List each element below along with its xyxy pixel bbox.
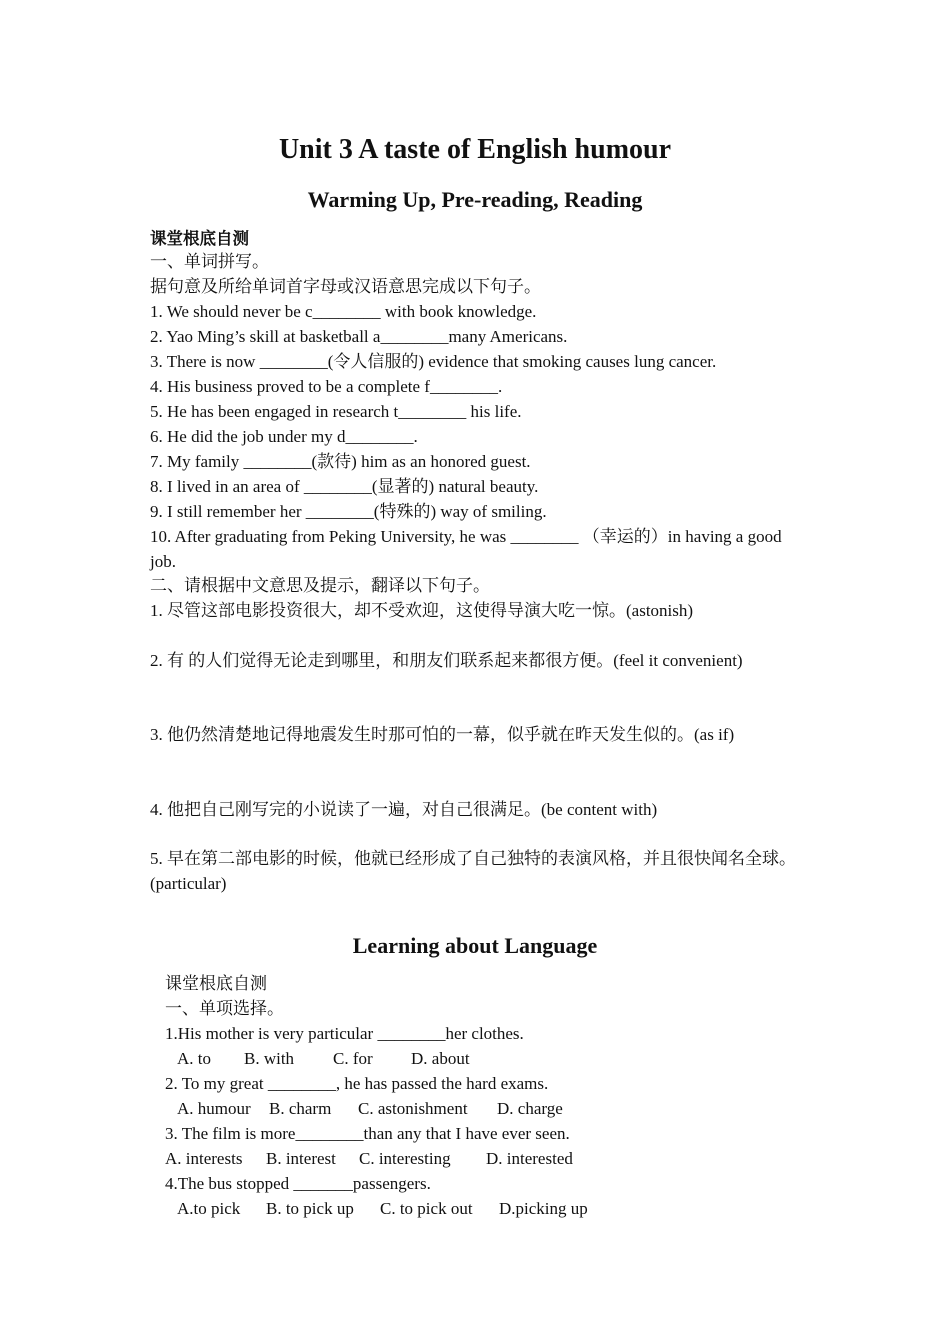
instruction-text: 据句意及所给单词首字母或汉语意思完成以下句子。 [150, 277, 541, 296]
translation-item: 3. 他仍然清楚地记得地震发生时那可怕的一幕，似乎就在昨天发生似的。(as if) [150, 725, 735, 744]
option: D. charge [497, 1099, 563, 1118]
self-test-label: 课堂根底自测 [165, 974, 267, 993]
question-text: 2. To my great ________, he has passed the hard exams. [165, 1074, 549, 1093]
option-row [165, 1146, 825, 1171]
option: C. interesting [359, 1149, 451, 1168]
question-text: 3. The film is more________than any that I have ever seen. [165, 1124, 570, 1143]
option: B. charm [269, 1099, 332, 1118]
option: C. for [333, 1049, 373, 1068]
section-heading-reading: Warming Up, Pre-reading, Reading [307, 187, 643, 212]
spelling-item: 2. Yao Ming’s skill at basketball a________many Americans. [150, 327, 568, 346]
option: A. interests [165, 1149, 243, 1168]
option: D. interested [486, 1149, 573, 1168]
option: A. humour [177, 1099, 251, 1118]
spelling-item: 5. He has been engaged in research t________ his life. [150, 402, 522, 421]
section-heading-language: Learning about Language [352, 933, 598, 958]
page-title: Unit 3 A taste of English humour [278, 134, 672, 165]
option: D.picking up [499, 1199, 588, 1218]
option-row [177, 1196, 837, 1221]
spelling-item: 8. I lived in an area of ________(显著的) natural beauty. [150, 477, 539, 496]
spelling-item: 7. My family ________(款待) him as an honored guest. [150, 452, 531, 471]
option: C. to pick out [380, 1199, 473, 1218]
part-heading: 二、请根据中文意思及提示，翻译以下句子。 [150, 576, 490, 595]
option: B. to pick up [266, 1199, 354, 1218]
spelling-item: 3. There is now ________(令人信服的) evidence that smoking causes lung cancer. [150, 352, 717, 371]
option: B. interest [266, 1149, 336, 1168]
option: A.to pick [177, 1199, 241, 1218]
spelling-item: 4. His business proved to be a complete f________. [150, 377, 503, 396]
part-heading: 一、单词拼写。 [150, 252, 269, 271]
translation-item: 5. 早在第二部电影的时候，他就已经形成了自己独特的表演风格，并且很快闻名全球。(particular) [150, 849, 796, 893]
option: A. to [177, 1049, 211, 1068]
spelling-item: 9. I still remember her ________(特殊的) way of smiling. [150, 502, 547, 521]
translation-item: 4. 他把自己刚写完的小说读了一遍，对自己很满足。(be content with) [150, 800, 658, 819]
option: C. astonishment [358, 1099, 468, 1118]
translation-item: 1. 尽管这部电影投资很大，却不受欢迎，这使得导演大吃一惊。(astonish) [150, 601, 694, 620]
question-text: 1.His mother is very particular ________her clothes. [165, 1024, 524, 1043]
spelling-item: 1. We should never be c________ with book knowledge. [150, 302, 537, 321]
translation-item: 2. 有 的人们觉得无论走到哪里，和朋友们联系起来都很方便。(feel it convenient) [150, 651, 743, 670]
option: D. about [411, 1049, 470, 1068]
question-text: 4.The bus stopped _______passengers. [165, 1174, 431, 1193]
spelling-item: 10. After graduating from Peking University, he was ________ （幸运的）in having a good job. [150, 527, 782, 571]
part-heading: 一、单项选择。 [165, 999, 284, 1018]
spelling-item: 6. He did the job under my d________. [150, 427, 418, 446]
option-row [177, 1046, 837, 1071]
self-test-label: 课堂根底自测 [150, 229, 249, 248]
option: B. with [244, 1049, 295, 1068]
option-row [177, 1096, 837, 1121]
